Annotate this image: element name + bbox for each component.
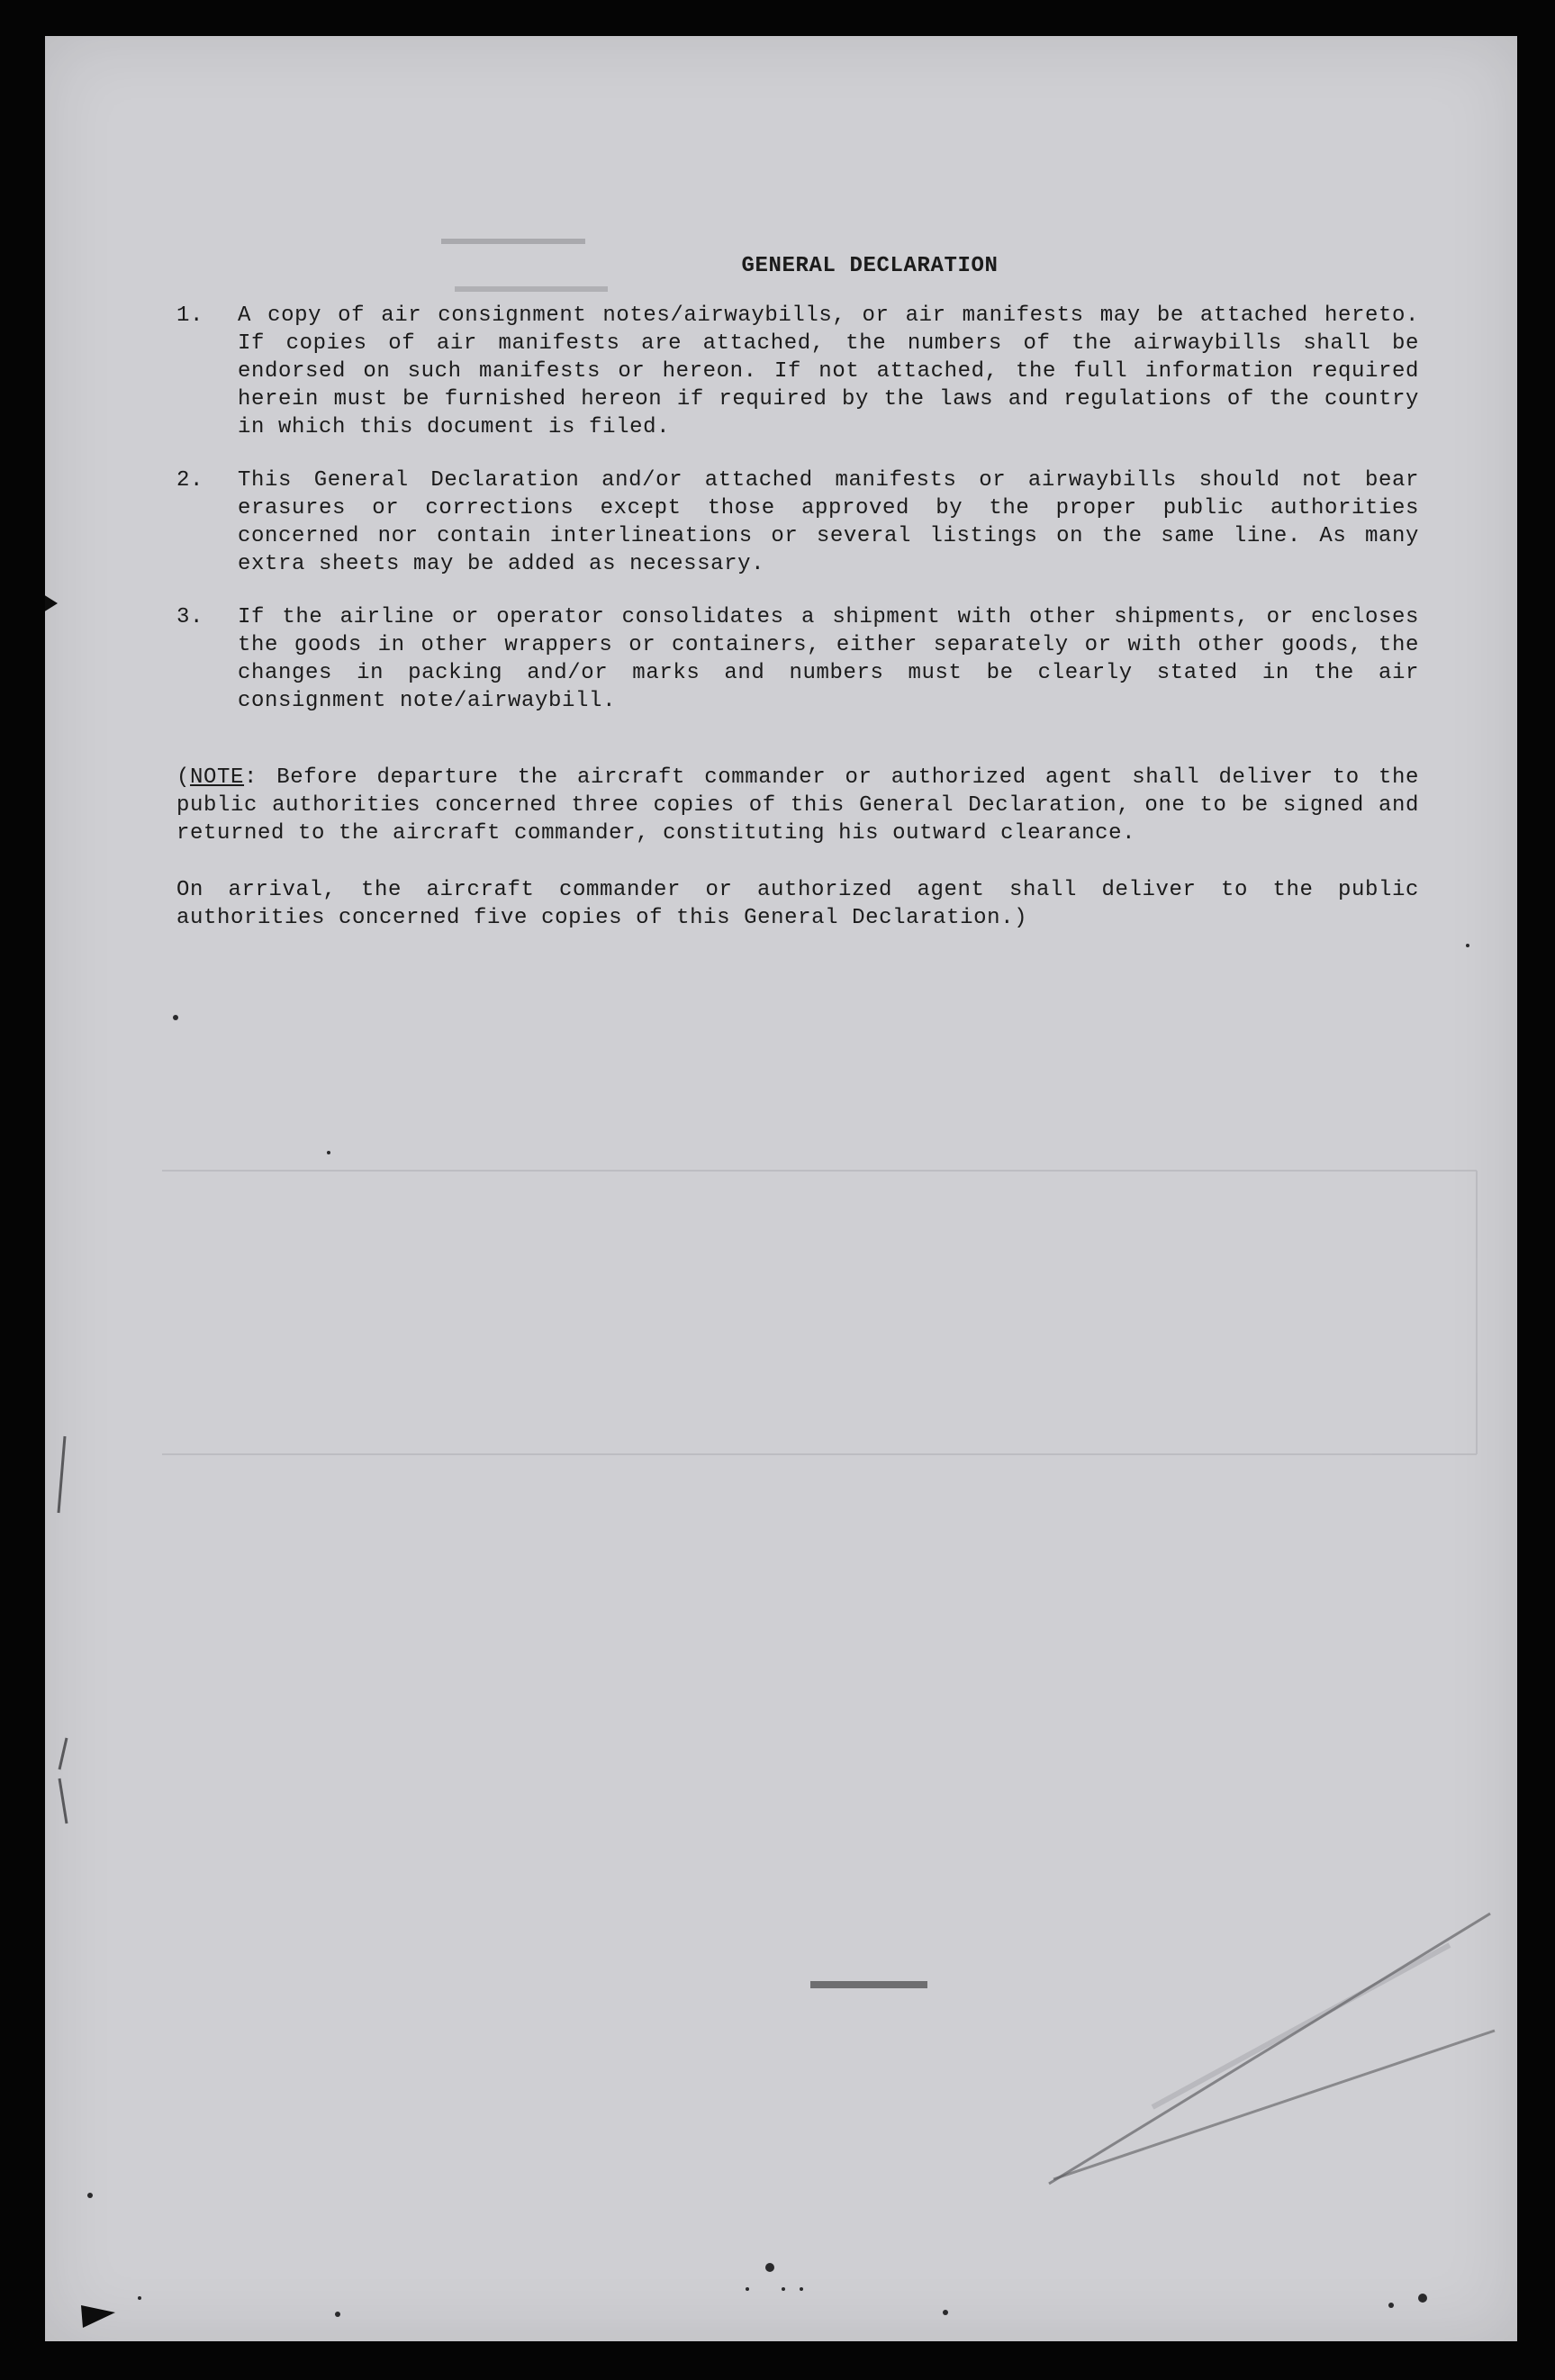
arrival-paragraph: On arrival, the aircraft commander or authorized agent shall deliver to the public authorities concerned five copies of this General Declaration.) (176, 878, 1419, 930)
item-number: 1. (176, 303, 204, 328)
note-label: NOTE (190, 765, 245, 790)
note-open-paren: ( (176, 765, 191, 790)
left-margin-marks (59, 1436, 67, 1823)
note-paragraph (176, 764, 1419, 847)
document-title: GENERAL DECLARATION (741, 254, 999, 278)
paper-sheet (45, 36, 1517, 2341)
item-number: 2. (176, 468, 204, 493)
crease-fold-bottom-right (1049, 1914, 1495, 2184)
item-text: If the airline or operator consolidates a shipment with other shipments, or encloses the goods in other wrappers or containers, either separately or with other goods, the changes in packing and/or marks and numbers must be clearly stated in the air consignment note/airwaybill. (238, 605, 1419, 713)
smudge-mark-top (441, 239, 585, 244)
item-number: 3. (176, 605, 204, 629)
corner-tear-mark (81, 2305, 115, 2328)
item-text: A copy of air consignment notes/airwaybills, or air manifests may be attached hereto. If copies of air manifests are attached, the numbers of the airwaybills shall be endorsed on such manifests or hereon. If not attached, the full information required herein must be furnished hereon if required by the laws and regulations of the country in which this document is filed. (238, 303, 1419, 439)
declaration-body (176, 252, 1419, 932)
list-item (176, 302, 1419, 441)
list-item (176, 466, 1419, 578)
list-item (176, 603, 1419, 715)
smudge-mark-bottom (810, 1981, 927, 1988)
edge-specks (87, 944, 1469, 2317)
note-text: : Before departure the aircraft commander or authorized agent shall deliver to the public authorities concerned three copies of this General Declaration, one to be signed and returned to the aircraft commander, constituting his outward clearance. (176, 765, 1419, 846)
item-text: This General Declaration and/or attached manifests or airwaybills should not bear erasures or corrections except those approved by the proper public authorities concerned nor contain interlineations or several listings on the same line. As many extra sheets may be added as necessary. (238, 468, 1419, 576)
faint-ruled-box (162, 1171, 1477, 1454)
edge-notch (45, 594, 58, 612)
